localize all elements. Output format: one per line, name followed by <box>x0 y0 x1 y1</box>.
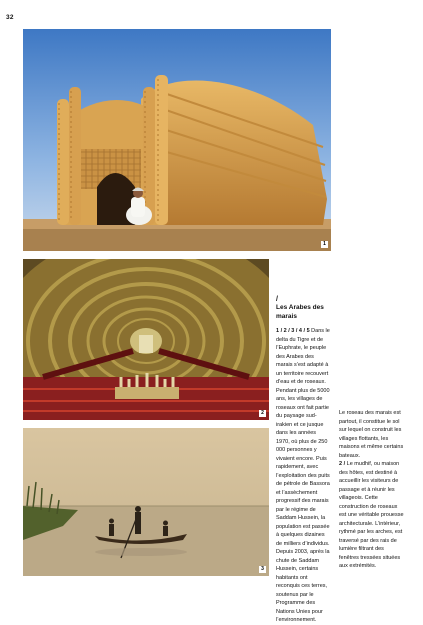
photo-reference: 1 / 2 / 3 / 4 / 5 <box>276 328 310 334</box>
page-number: 32 <box>6 14 14 21</box>
article-paragraph-2: Le roseau des marais est partout, il constitue le sol sur lequel on construit les villages flottants, les maisons et même certains bateaux. <box>339 410 404 459</box>
article-body-text: Dans le delta du Tigre et de l’Euphrate, le peuple des Arabes des marais s’est adapté à un territoire recouvert d’eau et de roseaux. Pendant plus de 5000 ans, les villages de roseaux ont fait partie du paysage sud-irakien et ce jusque dans les années 1970, où plus de 250 000 personnes y vivaient encore. Puis rapidement, avec l’exploitation des puits de pétrole de Bassora et l’assèchement progressif des marais par le régime de Saddam Hussein, la population est passée à quelques dizaines de milliers d’individus. Depuis 2003, après la chute de Saddam Hussein, certains habitants ont reconquis ces terres, soutenus par le Programme des Nations Unies pour l’environnement. <box>276 328 330 623</box>
article-column-1 <box>276 296 331 625</box>
section-title: Les Arabes des marais <box>276 304 324 320</box>
reed-hall-interior-photo <box>23 259 269 420</box>
photo-number-badge: 3 <box>259 566 266 573</box>
reed-guesthouse-mudhif-photo <box>23 29 331 251</box>
marsh-canoe-photo <box>23 428 269 576</box>
article-body-text: Le mudhif, ou maison des hôtes, est destiné à accueillir les visiteurs de passage et à réunir les villageois. Cette construction de roseaux est une véritable prouesse architecturale. L’intérieur, rythmé par les arches, est traversé par des rais de lumière filtrant des fenêtres tressées situées aux extrémités. <box>339 461 404 569</box>
section-slash: / <box>276 296 278 303</box>
photo-reed-hall-interior <box>23 259 269 420</box>
article-paragraph-1 <box>276 327 331 625</box>
photo-reed-guesthouse <box>23 29 331 251</box>
photo-number-badge: 1 <box>321 241 328 248</box>
photo-reference: 2 / <box>339 461 346 467</box>
photo-marsh-canoe <box>23 428 269 576</box>
article-paragraph-3 <box>339 460 405 571</box>
article-column-2 <box>339 409 405 571</box>
photo-number-badge: 2 <box>259 410 266 417</box>
